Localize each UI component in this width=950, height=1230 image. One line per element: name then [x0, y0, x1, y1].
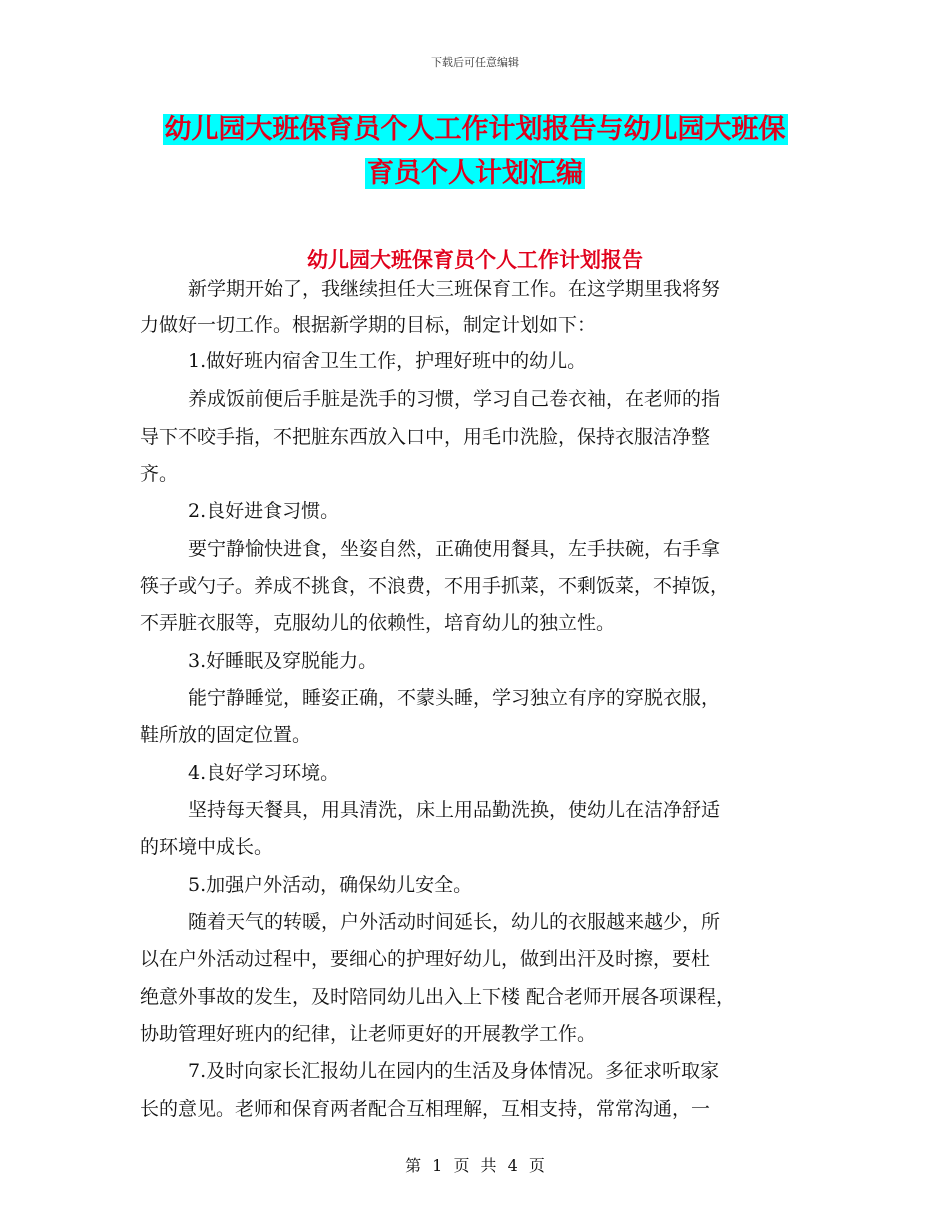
document-title-line-2	[0, 154, 950, 194]
text-line: 以在户外活动过程中，要细心的护理好幼儿，做到出汗及时擦，要杜	[140, 948, 711, 970]
page-number: 第 1 页 共 4 页	[405, 1156, 545, 1175]
title-highlight-2: 育员个人计划汇编	[367, 158, 583, 189]
text-line: 新学期开始了，我继续担任大三班保育工作。在这学期里我将努	[188, 278, 721, 300]
text-line: 2.良好进食习惯。	[188, 500, 340, 522]
text-line: 能宁静睡觉，睡姿正确，不蒙头睡，学习独立有序的穿脱衣服，	[188, 687, 721, 709]
document-title-line-1	[0, 110, 950, 150]
text-line: 筷子或勺子。养成不挑食，不浪费，不用手抓菜，不剩饭菜，不掉饭，	[140, 575, 730, 597]
text-line: 齐。	[140, 463, 179, 485]
title-highlight-1: 幼儿园大班保育员个人工作计划报告与幼儿园大班保	[164, 114, 786, 145]
text-line: 养成饭前便后手脏是洗手的习惯，学习自己卷衣袖，在老师的指	[188, 388, 721, 410]
text-line: 要宁静愉快进食，坐姿自然，正确使用餐具，左手扶碗，右手拿	[188, 538, 721, 560]
text-line: 不弄脏衣服等，克服幼儿的依赖性，培育幼儿的独立性。	[140, 612, 616, 634]
text-line: 长的意见。老师和保育两者配合互相理解，互相支持，常常沟通，一	[140, 1098, 711, 1120]
text-line: 5.加强户外活动，确保幼儿安全。	[188, 874, 473, 896]
text-line: 1.做好班内宿舍卫生工作，护理好班中的幼儿。	[188, 350, 587, 372]
text-line: 4.良好学习环境。	[188, 762, 340, 784]
header-note: 下载后可任意编辑	[431, 56, 519, 69]
text-line: 随着天气的转暖，户外活动时间延长，幼儿的衣服越来越少，所	[188, 911, 721, 933]
text-line: 绝意外事故的发生，及时陪同幼儿出入上下楼 配合老师开展各项课程，	[140, 986, 736, 1008]
text-line: 鞋所放的固定位置。	[140, 724, 312, 746]
text-line: 7.及时向家长汇报幼儿在园内的生活及身体情况。多征求听取家	[188, 1060, 720, 1082]
text-line: 协助管理好班内的纪律，让老师更好的开展教学工作。	[140, 1023, 597, 1045]
text-line: 3.好睡眠及穿脱能力。	[188, 650, 378, 672]
text-line: 力做好一切工作。根据新学期的目标，制定计划如下：	[140, 314, 597, 336]
text-line: 的环境中成长。	[140, 836, 274, 858]
text-line: 导下不咬手指，不把脏东西放入口中，用毛巾洗脸，保持衣服洁净整	[140, 426, 711, 448]
section-title: 幼儿园大班保育员个人工作计划报告	[307, 248, 643, 272]
text-line: 坚持每天餐具，用具清洗，床上用品勤洗换，使幼儿在洁净舒适	[188, 799, 721, 821]
